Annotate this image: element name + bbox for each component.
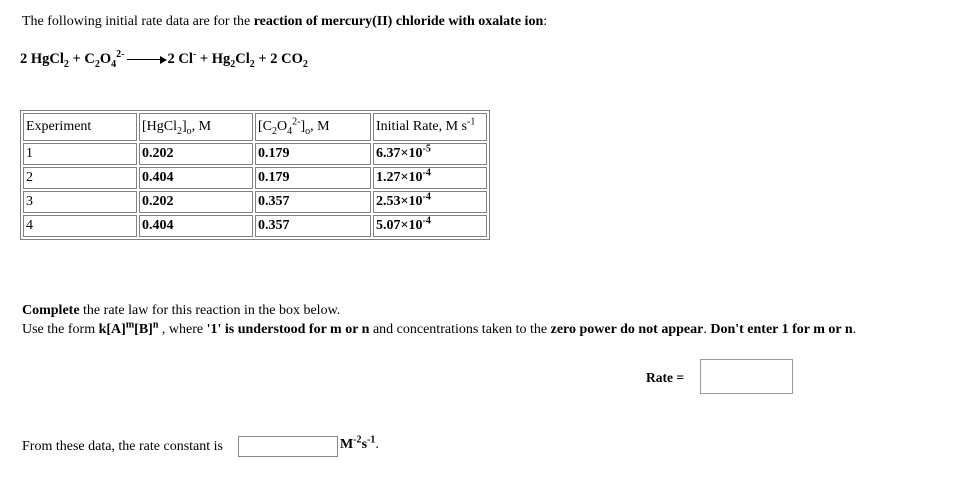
cell-hgcl2: 0.202 [139, 191, 253, 213]
eq-sub: 2 [63, 58, 69, 70]
reaction-arrow-icon [127, 55, 167, 65]
hdr-text: ] [300, 119, 306, 134]
cell-rate [373, 143, 487, 165]
cell-oxalate: 0.179 [255, 143, 371, 165]
hdr-sub: 4 [287, 125, 293, 137]
unit-s-exp: -1 [367, 434, 376, 446]
rate-mantissa: 1.27×10 [376, 170, 423, 185]
eq-chloride: 2 Cl [167, 51, 193, 67]
eq-cl: Cl [235, 51, 250, 67]
intro-text [22, 14, 547, 30]
instruction-line-1 [22, 303, 340, 319]
cell-rate [373, 167, 487, 189]
rate-exponent: -5 [422, 143, 431, 155]
rate-exponent: -4 [422, 167, 431, 179]
unit-period: . [375, 437, 379, 452]
cell-hgcl2: 0.404 [139, 215, 253, 237]
rate-exponent: -4 [422, 191, 431, 203]
unit-s: s [361, 437, 368, 452]
hdr-text: [HgCl [142, 119, 177, 134]
cell-rate [373, 191, 487, 213]
cell-oxalate: 0.179 [255, 167, 371, 189]
rate-mantissa: 6.37×10 [376, 146, 423, 161]
instr-text: and concentrations taken to the [369, 322, 551, 337]
hdr-unit: , M [310, 119, 330, 134]
eq-o: O [99, 51, 112, 67]
header-initial-rate [373, 113, 487, 141]
cell-experiment: 2 [23, 167, 137, 189]
table-row [23, 191, 487, 213]
hdr-sub: o [305, 125, 311, 137]
eq-sub: 2 [302, 58, 308, 70]
rate-constant-label: From these data, the rate constant is [22, 439, 223, 454]
instr-text: . [852, 322, 857, 337]
reaction-equation [20, 51, 308, 68]
eq-co2: + 2 CO [254, 51, 303, 67]
unit-m: M [340, 437, 354, 452]
table-row [23, 143, 487, 165]
hdr-text: ] [182, 119, 187, 134]
rate-law-input[interactable] [700, 359, 793, 394]
eq-oxalate: + C [68, 51, 95, 67]
rate-mantissa: 5.07×10 [376, 218, 423, 233]
eq-sub: 2 [94, 58, 100, 70]
hdr-text: Initial Rate, M s [376, 119, 467, 134]
cell-experiment: 1 [23, 143, 137, 165]
instr-text: Use the form [22, 322, 99, 337]
intro-prefix: The following initial rate data are for the [22, 14, 254, 29]
cell-hgcl2: 0.202 [139, 143, 253, 165]
unit-m-exp: -2 [353, 434, 362, 446]
hdr-sub: o [186, 125, 192, 137]
instr-bold: Don't enter 1 for m or n [710, 322, 853, 337]
cell-hgcl2: 0.404 [139, 167, 253, 189]
header-experiment: Experiment [23, 113, 137, 141]
cell-experiment: 3 [23, 191, 137, 213]
instr-bold: Complete [22, 303, 80, 318]
header-oxalate [255, 113, 371, 141]
cell-oxalate: 0.357 [255, 215, 371, 237]
table-row [23, 215, 487, 237]
table-header-row [23, 113, 487, 141]
eq-sub: 2 [249, 58, 255, 70]
hdr-sub: 2 [272, 125, 277, 137]
eq-hg2cl2: + Hg [196, 51, 231, 67]
instruction-line-2 [22, 319, 857, 338]
eq-charge: - [192, 49, 197, 61]
instr-bold: zero power do not appear [550, 322, 704, 337]
intro-reaction: reaction of mercury(II) chloride with oxalate ion [253, 14, 544, 29]
rate-label: Rate = [646, 370, 685, 385]
eq-charge: 2- [116, 49, 125, 61]
rate-constant-units [340, 434, 379, 453]
rate-data-table [20, 110, 490, 240]
instr-form: [B] [134, 322, 153, 337]
cell-experiment: 4 [23, 215, 137, 237]
instr-bold: '1' is understood for m or n [206, 322, 370, 337]
instr-text: the rate law for this reaction in the box below. [79, 303, 341, 318]
hdr-unit: , M [191, 119, 212, 134]
instr-sup: n [152, 319, 159, 331]
eq-hgcl2: 2 HgCl [20, 51, 64, 67]
hdr-sup: -1 [467, 116, 476, 128]
intro-suffix: : [543, 14, 548, 29]
table-row [23, 167, 487, 189]
rate-constant-input[interactable] [238, 436, 338, 457]
instr-text: . [703, 322, 711, 337]
cell-rate [373, 215, 487, 237]
cell-oxalate: 0.357 [255, 191, 371, 213]
instr-sup: m [125, 319, 135, 331]
rate-mantissa: 2.53×10 [376, 194, 423, 209]
hdr-text: [C [258, 119, 272, 134]
instr-text: , where [158, 322, 207, 337]
eq-sub: 2 [230, 58, 236, 70]
hdr-sup: 2- [292, 116, 301, 128]
hdr-text: O [277, 119, 288, 134]
instr-form: k[A] [98, 322, 126, 337]
header-hgcl2 [139, 113, 253, 141]
eq-sub: 4 [111, 58, 117, 70]
hdr-sub: 2 [177, 125, 182, 137]
rate-exponent: -4 [422, 215, 431, 227]
